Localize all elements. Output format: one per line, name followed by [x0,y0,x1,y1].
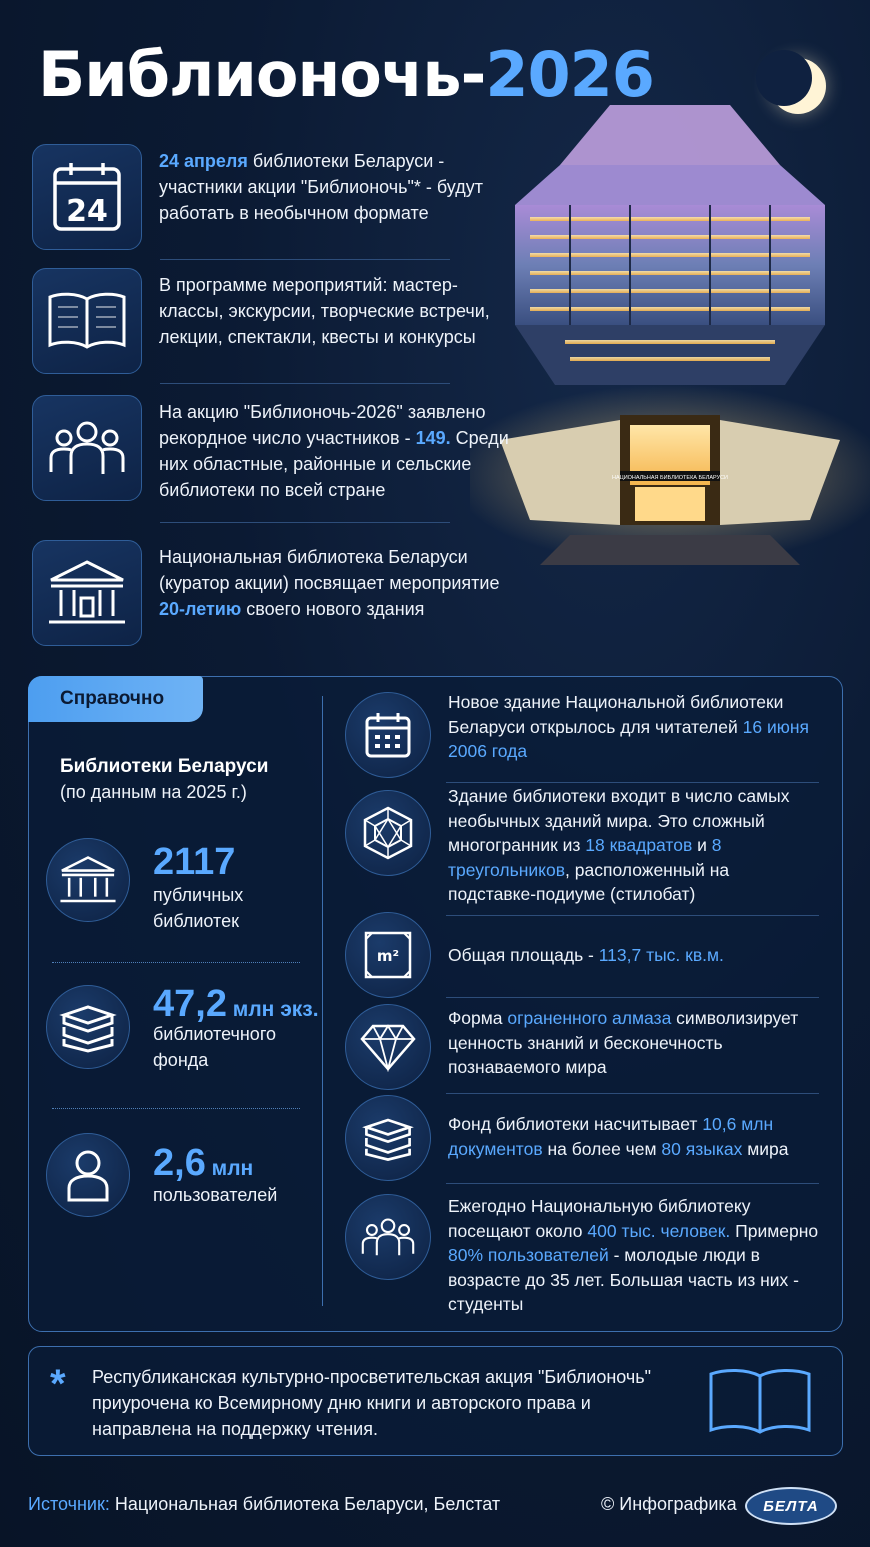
text-fragment: на более чем [542,1138,662,1159]
dotted-divider [52,962,300,963]
highlight-date: 24 апреля [159,151,248,171]
text-fragment: - молодые люди в возрасте до 35 лет. Большая часть из них - студенты [448,1245,799,1314]
stat-unit: млн экз. [226,998,319,1021]
source-label: Источник: [28,1494,110,1514]
highlight-diamond: ограненного алмаза [507,1008,672,1028]
text-fragment: Форма [448,1008,508,1028]
fact-text-diamond [448,1006,820,1080]
fact-text-visitors [448,1194,820,1317]
library-building-icon [32,540,142,646]
text-fragment: Ежегодно Национальную библиотеку посещают около [448,1196,751,1241]
text-fragment: Общая площадь - [448,945,599,965]
intro-text-date [159,148,519,226]
calendar-day-text: 24 [66,194,108,229]
reference-divider [322,696,323,1306]
divider [446,1093,819,1094]
highlight-triangles: 8 треугольников [448,835,722,880]
text-fragment: Примерно [730,1220,819,1241]
polyhedron-icon [345,790,431,876]
fact-text-area [448,943,820,968]
text-fragment: мира [742,1138,789,1159]
text-fragment: Национальная библиотека Беларуси (куратор акции) посвящает мероприятие [159,547,500,593]
highlight-visitors: 400 тыс. человек. [587,1220,731,1241]
text-fragment: и [692,835,712,855]
calendar-24-icon [32,144,142,250]
stat-label-line: пользователей [153,1185,278,1205]
stat-label-line: библиотечного [153,1024,277,1044]
footnote-text: Республиканская культурно-просветительская акция "Библионочь" приурочена ко Всемирному дню книги и авторского права и направлена на поддержку чтения. [92,1367,652,1439]
footnote-asterisk: * [50,1362,66,1406]
text-fragment: символизирует ценность знаний и бесконечность познаваемого мира [448,1008,799,1077]
reference-tab: Справочно [28,676,203,722]
open-book-icon [705,1366,815,1438]
stat-label-line: библиотек [153,911,239,931]
libraries-subheading: (по данным на 2025 г.) [60,782,247,802]
divider [160,522,450,523]
divider [160,259,450,260]
people-icon [32,395,142,501]
open-book-icon [32,268,142,374]
user-icon [46,1133,130,1217]
library-building-icon [46,838,130,922]
group-icon [345,1194,431,1280]
text-fragment: , расположенный на подставке-подиуме (стилобат) [448,859,730,904]
highlight-languages: 80 языках [661,1138,743,1159]
divider [446,915,819,916]
diamond-icon [345,1004,431,1090]
highlight-area: 113,7 тыс. кв.м. [598,945,724,965]
book-stack-icon [46,985,130,1069]
divider [446,997,819,998]
text-fragment: Фонд библиотеки насчитывает [448,1114,703,1134]
belta-logo: БЕЛТА [745,1487,837,1525]
text-fragment: библиотеки Беларуси - участники акции "Библионочь"* - будут работать в необычном формате [159,151,483,223]
highlight-documents: 10,6 млн документов [448,1114,774,1159]
dotted-divider [52,1108,300,1109]
source-line [28,1494,500,1515]
intro-text-anniversary [159,544,519,622]
intro-text-program [159,272,519,350]
title-main: Библионочь- [38,38,486,111]
square-meter-icon [345,912,431,998]
text-fragment: В программе мероприятий: мастер-классы, экскурсии, творческие встречи, лекции, спектакли, квесты и конкурсы [159,275,490,347]
title-year: 2026 [485,38,654,111]
stat-unit: млн [205,1157,254,1180]
stat-label-line: фонда [153,1050,209,1070]
highlight-date: 16 июня 2006 года [448,716,810,761]
text-fragment: Здание библиотеки входит в число самых необычных зданий мира. Это сложный многогранник из [448,786,790,855]
stat-users-label [153,1182,277,1208]
text-fragment: Среди них областные, районные и сельские библиотеки по всей стране [159,428,509,500]
building-sign-text: НАЦИОНАЛЬНАЯ БИБЛИОТЕКА БЕЛАРУСИ [611,475,729,481]
stat-libraries-label [153,882,243,934]
libraries-heading: Библиотеки Беларуси [60,756,269,777]
book-stack-icon [345,1095,431,1181]
fact-text-polyhedron [448,784,820,907]
highlight-young-users: 80% пользователей [448,1245,609,1265]
highlight-squares: 18 квадратов [585,835,693,855]
text-fragment: своего нового здания [241,599,425,619]
calendar-icon [345,692,431,778]
stat-value: 47,2 [153,983,227,1025]
fact-text-fund [448,1112,820,1161]
intro-text-participants [159,399,519,503]
source-text: Национальная библиотека Беларуси, Белстат [109,1494,501,1514]
text-fragment: На акцию "Библионочь-2026" заявлено рекордное число участников - [159,402,486,448]
highlight-count: 149. [415,428,451,448]
highlight-anniversary: 20-летию [159,599,242,619]
stat-label-line: публичных [153,885,244,905]
divider [446,782,819,783]
divider [160,383,450,384]
divider [446,1183,819,1184]
stat-fund-label [153,1021,276,1073]
credit-text: © Инфографика [601,1494,737,1514]
fact-text-opening [448,690,820,764]
library-building-illustration [470,95,870,575]
stat-value: 2117 [153,841,236,883]
icon-label: m² [376,947,400,965]
text-fragment: Новое здание Национальной библиотеки Беларуси открылось для читателей [448,692,784,737]
stat-value: 2,6 [153,1142,206,1184]
